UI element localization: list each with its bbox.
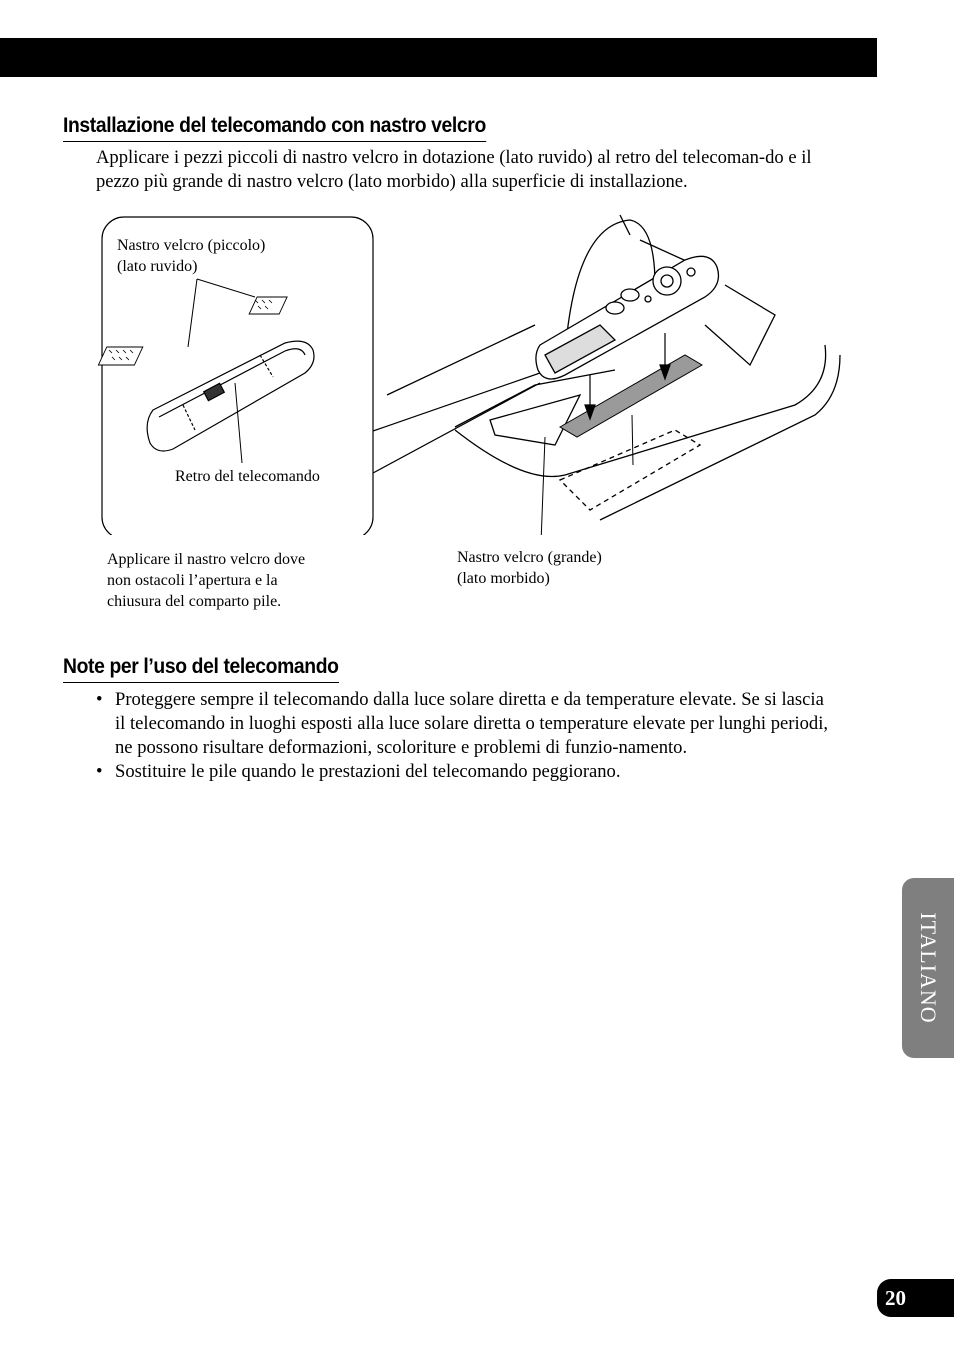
list-item	[96, 760, 836, 784]
installation-paragraph: Applicare i pezzi piccoli di nastro velcro in dotazione (lato ruvido) al retro del telecoman-do e il pezzo più grande di nastro velcro (lato morbido) alla superficie di installazione.	[96, 147, 812, 192]
language-tab	[902, 878, 954, 1058]
caption-line-3: chiusura del comparto pile.	[107, 593, 282, 610]
label-small-velcro-line2: (lato ruvido)	[117, 258, 198, 275]
bullet-icon: •	[96, 761, 103, 782]
note-text: Sostituire le pile quando le prestazioni del telecomando peggiorano.	[115, 761, 621, 782]
page-number: 20	[877, 1279, 954, 1317]
label-remote-back: Retro del telecomando	[175, 468, 320, 485]
note-text: Proteggere sempre il telecomando dalla luce solare diretta e da temperature elevate. Se si lascia il telecomando in luoghi esposti alla luce solare diretta o temperature elevate per lunghi periodi, ne possono risultare deformazioni, scoloriture e problemi di funzio-namento.	[115, 689, 829, 758]
label-large-velcro-line2: (lato morbido)	[457, 570, 550, 587]
label-small-velcro-line1: Nastro velcro (piccolo)	[117, 237, 266, 254]
bullet-icon: •	[96, 689, 103, 710]
installation-illustration	[95, 205, 845, 535]
header-bar	[0, 38, 877, 77]
caption-line-1: Applicare il nastro velcro dove	[107, 551, 306, 568]
caption-line-2: non ostacoli l’apertura e la	[107, 572, 278, 589]
notes-list	[96, 688, 836, 784]
large-velcro-pad	[560, 355, 702, 437]
list-item	[96, 688, 836, 760]
section-heading-installation: Installazione del telecomando con nastro velcro	[63, 114, 486, 142]
console-surface	[387, 215, 840, 520]
label-large-velcro-line1: Nastro velcro (grande)	[457, 549, 602, 566]
language-label: ITALIANO	[916, 912, 941, 1024]
section-heading-notes: Note per l’uso del telecomando	[63, 655, 339, 683]
